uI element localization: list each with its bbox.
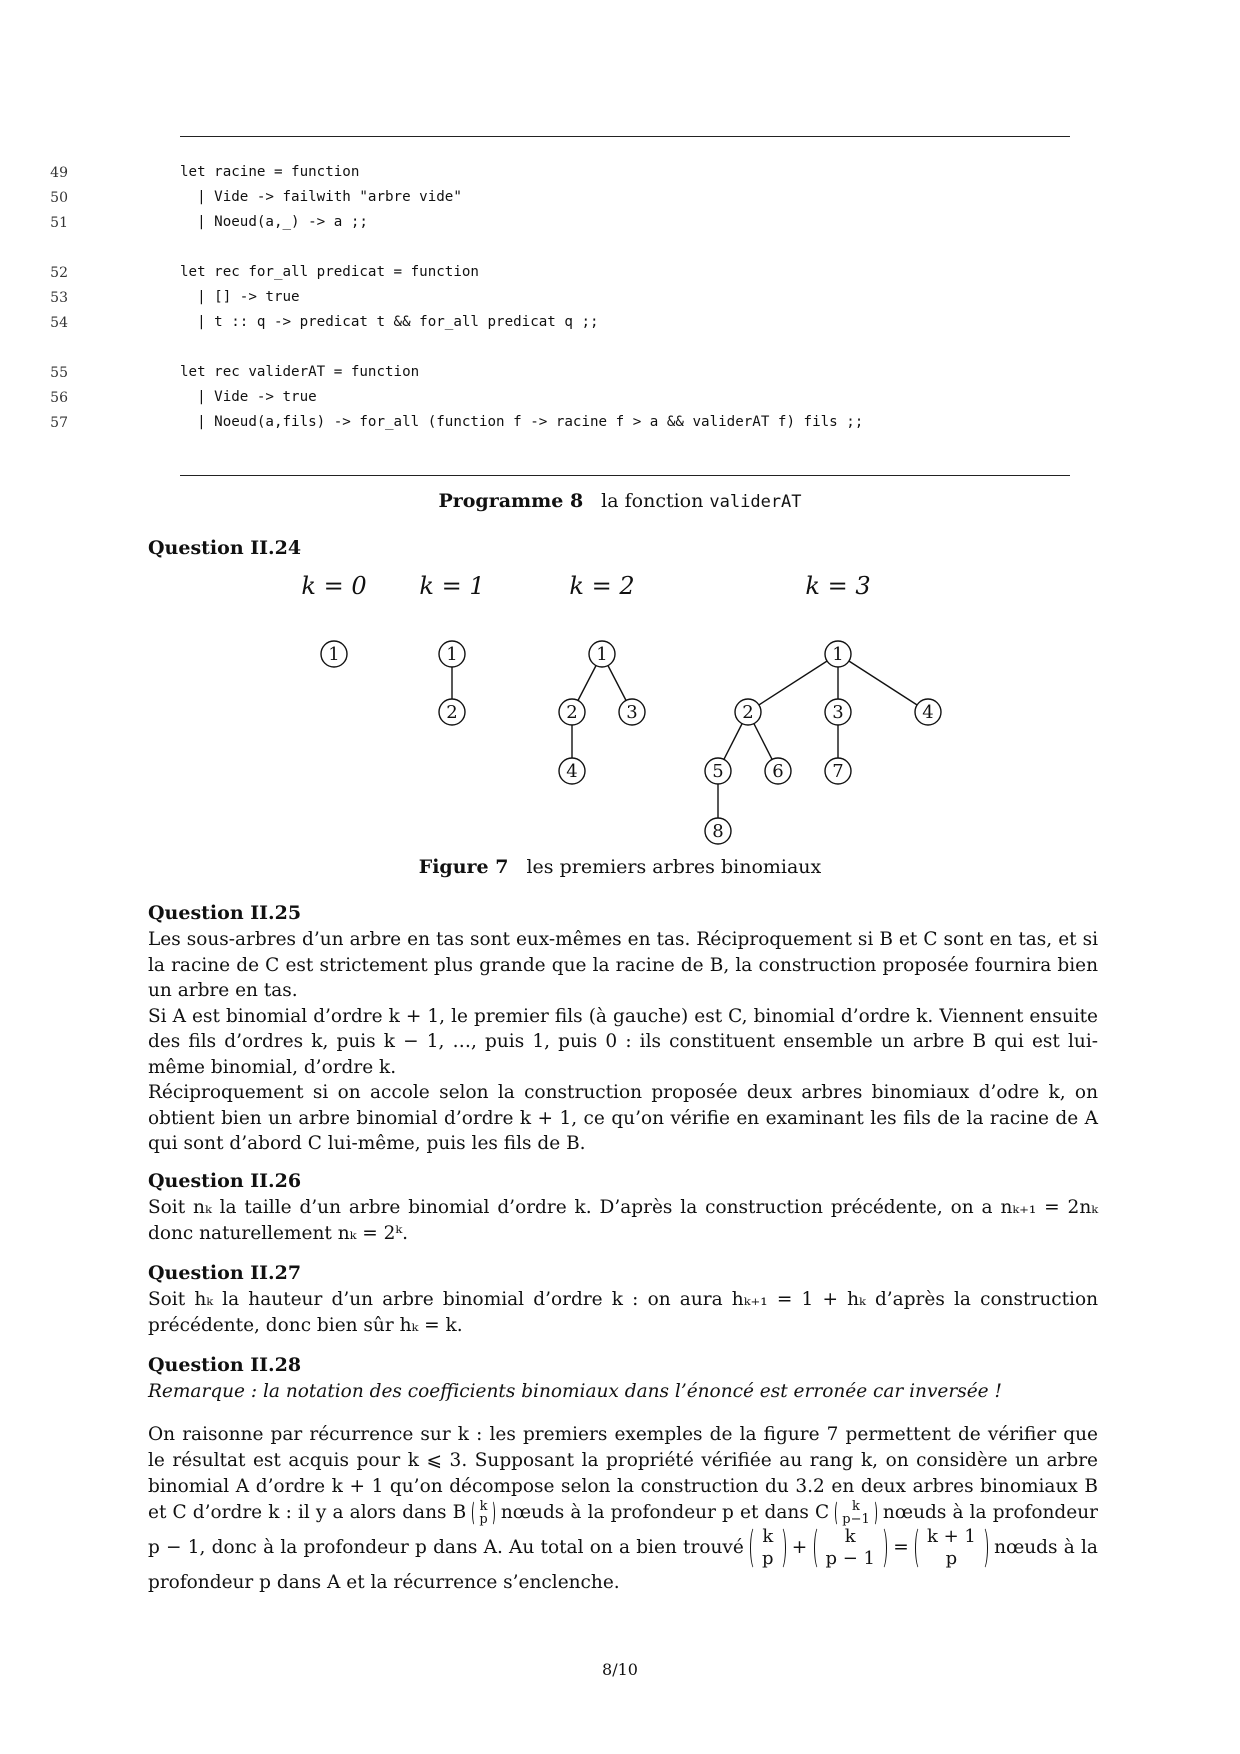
program-caption <box>0 490 1240 512</box>
code-line <box>0 212 1240 237</box>
line-number: 56 <box>50 390 68 406</box>
figure-caption-text: les premiers arbres binomiaux <box>526 856 822 878</box>
line-number: 51 <box>50 215 68 231</box>
tree-node: 1 <box>446 644 458 665</box>
top-rule <box>180 136 1070 137</box>
binom-top: k <box>762 1526 774 1547</box>
binomial-coefficient <box>915 1526 988 1570</box>
tree-node: 1 <box>328 644 340 665</box>
code-line <box>0 312 1240 337</box>
figure-caption-label: Figure 7 <box>418 856 509 878</box>
binomial-coefficient <box>472 1500 494 1526</box>
program-caption-code: validerAT <box>709 492 802 512</box>
answer-text: Les sous-arbres d’un arbre en tas sont eux-mêmes en tas. Réciproquement si B et C sont en tas, et si la racine de C est strictement plus grande que la racine de B, la construction proposée fournira bien un arbre en tas. <box>148 929 1098 1001</box>
tree-label: k = 2 <box>569 572 635 600</box>
code-text: | Vide -> failwith "arbre vide" <box>180 189 462 205</box>
tree-node: 4 <box>922 702 934 723</box>
line-number: 54 <box>50 315 68 331</box>
question-title: Question II.25 <box>148 902 302 924</box>
tree-node: 1 <box>832 644 844 665</box>
tree-node: 1 <box>596 644 608 665</box>
tree-edge <box>748 654 838 712</box>
question-title: Question II.26 <box>148 1170 302 1192</box>
tree-label: k = 1 <box>419 572 485 600</box>
code-text: | Noeud(a,fils) -> for_all (function f -> racine f > a && validerAT f) fils ;; <box>180 414 864 430</box>
answer-text: nœuds à la profondeur p − 1, donc à la profondeur p dans A. Au total on a bien trouvé <box>148 1502 1098 1558</box>
tree-node: 3 <box>832 702 844 723</box>
binom-bottom: p−1 <box>842 1512 870 1527</box>
answer-paragraph <box>148 1422 1098 1596</box>
binom-top: k + 1 <box>926 1526 976 1547</box>
binom-top: k <box>852 1499 860 1514</box>
answer-text: Réciproquement si on accole selon la construction proposée deux arbres binomiaux d’odre k, on obtient bien un arbre binomial d’ordre k + 1, ce qu’on vérifie en examinant les fils de la racine de A qui sont d’abord C lui-même, puis les fils de B. <box>148 1082 1098 1154</box>
code-line <box>0 262 1240 287</box>
code-line <box>0 412 1240 437</box>
tree-edge <box>838 654 928 712</box>
binomial-trees-figure <box>0 570 1240 850</box>
code-text: | [] -> true <box>180 289 300 305</box>
binom-bottom: p <box>479 1512 488 1527</box>
code-line <box>0 287 1240 312</box>
tree-node: 6 <box>772 761 784 782</box>
code-text: let rec validerAT = function <box>180 364 420 380</box>
answer-text: On raisonne par récurrence sur k : les premiers exemples de la figure 7 permettent de vérifier que le résultat est acquis pour k ⩽ 3. Supposant la propriété vérifiée au rang k, on considère un arbre binomial A d’ordre k + 1 qu’on décompose selon la construction du 3.2 en deux arbres binomiaux B et C d’ordre k : il y a alors dans B <box>148 1424 1098 1523</box>
code-line <box>0 187 1240 212</box>
binom-top: k <box>479 1499 488 1514</box>
tree-node: 5 <box>712 761 724 782</box>
binom-bottom: p <box>762 1548 774 1569</box>
tree-node: 2 <box>566 702 578 723</box>
binomial-coefficient <box>835 1500 877 1526</box>
tree-label: k = 0 <box>301 572 367 600</box>
binom-bottom: p <box>945 1548 958 1569</box>
binomial-coefficient <box>814 1526 888 1570</box>
line-number: 52 <box>50 265 68 281</box>
line-number: 53 <box>50 290 68 306</box>
answer-text: Soit hₖ la hauteur d’un arbre binomial d’ordre k : on aura hₖ₊₁ = 1 + hₖ d’après la construction précédente, donc bien sûr hₖ = k. <box>148 1289 1098 1336</box>
answer-text: nœuds à la profondeur p dans A et la récurrence s’enclenche. <box>148 1537 1098 1593</box>
tree-node: 2 <box>742 702 754 723</box>
code-line <box>0 162 1240 187</box>
code-text: let racine = function <box>180 164 360 180</box>
code-text: | Vide -> true <box>180 389 317 405</box>
answer-text: Soit nₖ la taille d’un arbre binomial d’ordre k. D’après la construction précédente, on a nₖ₊₁ = 2nₖ donc naturellement nₖ = 2ᵏ. <box>148 1197 1098 1244</box>
binom-top: k <box>844 1526 856 1547</box>
equals-sign: = <box>893 1537 909 1558</box>
code-line <box>0 362 1240 387</box>
question-title: Question II.24 <box>148 537 302 559</box>
tree-node: 8 <box>712 821 724 842</box>
code-text: | t :: q -> predicat t && for_all predicat q ;; <box>180 314 599 330</box>
tree-node: 3 <box>626 702 638 723</box>
line-number: 57 <box>50 415 68 431</box>
plus-sign: + <box>791 1537 808 1558</box>
program-caption-text: la fonction <box>601 490 704 512</box>
tree-label: k = 3 <box>805 572 871 600</box>
program-caption-label: Programme 8 <box>438 490 584 512</box>
line-number: 50 <box>50 190 68 206</box>
tree-node: 4 <box>566 761 578 782</box>
binomial-coefficient <box>750 1526 786 1570</box>
binom-bottom: p − 1 <box>825 1548 875 1569</box>
tree-node: 7 <box>832 761 844 782</box>
question-title: Question II.27 <box>148 1262 302 1284</box>
code-text: let rec for_all predicat = function <box>180 264 479 280</box>
tree-node: 2 <box>446 702 458 723</box>
answer-text: nœuds à la profondeur p et dans C <box>500 1502 830 1523</box>
code-line <box>0 387 1240 412</box>
question-title: Question II.28 <box>148 1354 302 1376</box>
code-text: | Noeud(a,_) -> a ;; <box>180 214 368 230</box>
figure-caption <box>0 856 1240 878</box>
answer-paragraph <box>148 927 1098 1157</box>
remark: Remarque : la notation des coefficients binomiaux dans l’énoncé est erronée car inversée ! <box>148 1381 1002 1402</box>
page-number: 8/10 <box>602 1660 638 1679</box>
line-number: 49 <box>50 165 68 181</box>
answer-text: Si A est binomial d’ordre k + 1, le premier fils (à gauche) est C, binomial d’ordre k. Viennent ensuite des fils d’ordres k, puis k − 1, …, puis 1, puis 0 : ils constituent ensemble un arbre B qui est lui-même binomial, d’ordre k. <box>148 1005 1098 1078</box>
line-number: 55 <box>50 365 68 381</box>
bottom-rule <box>180 475 1070 476</box>
